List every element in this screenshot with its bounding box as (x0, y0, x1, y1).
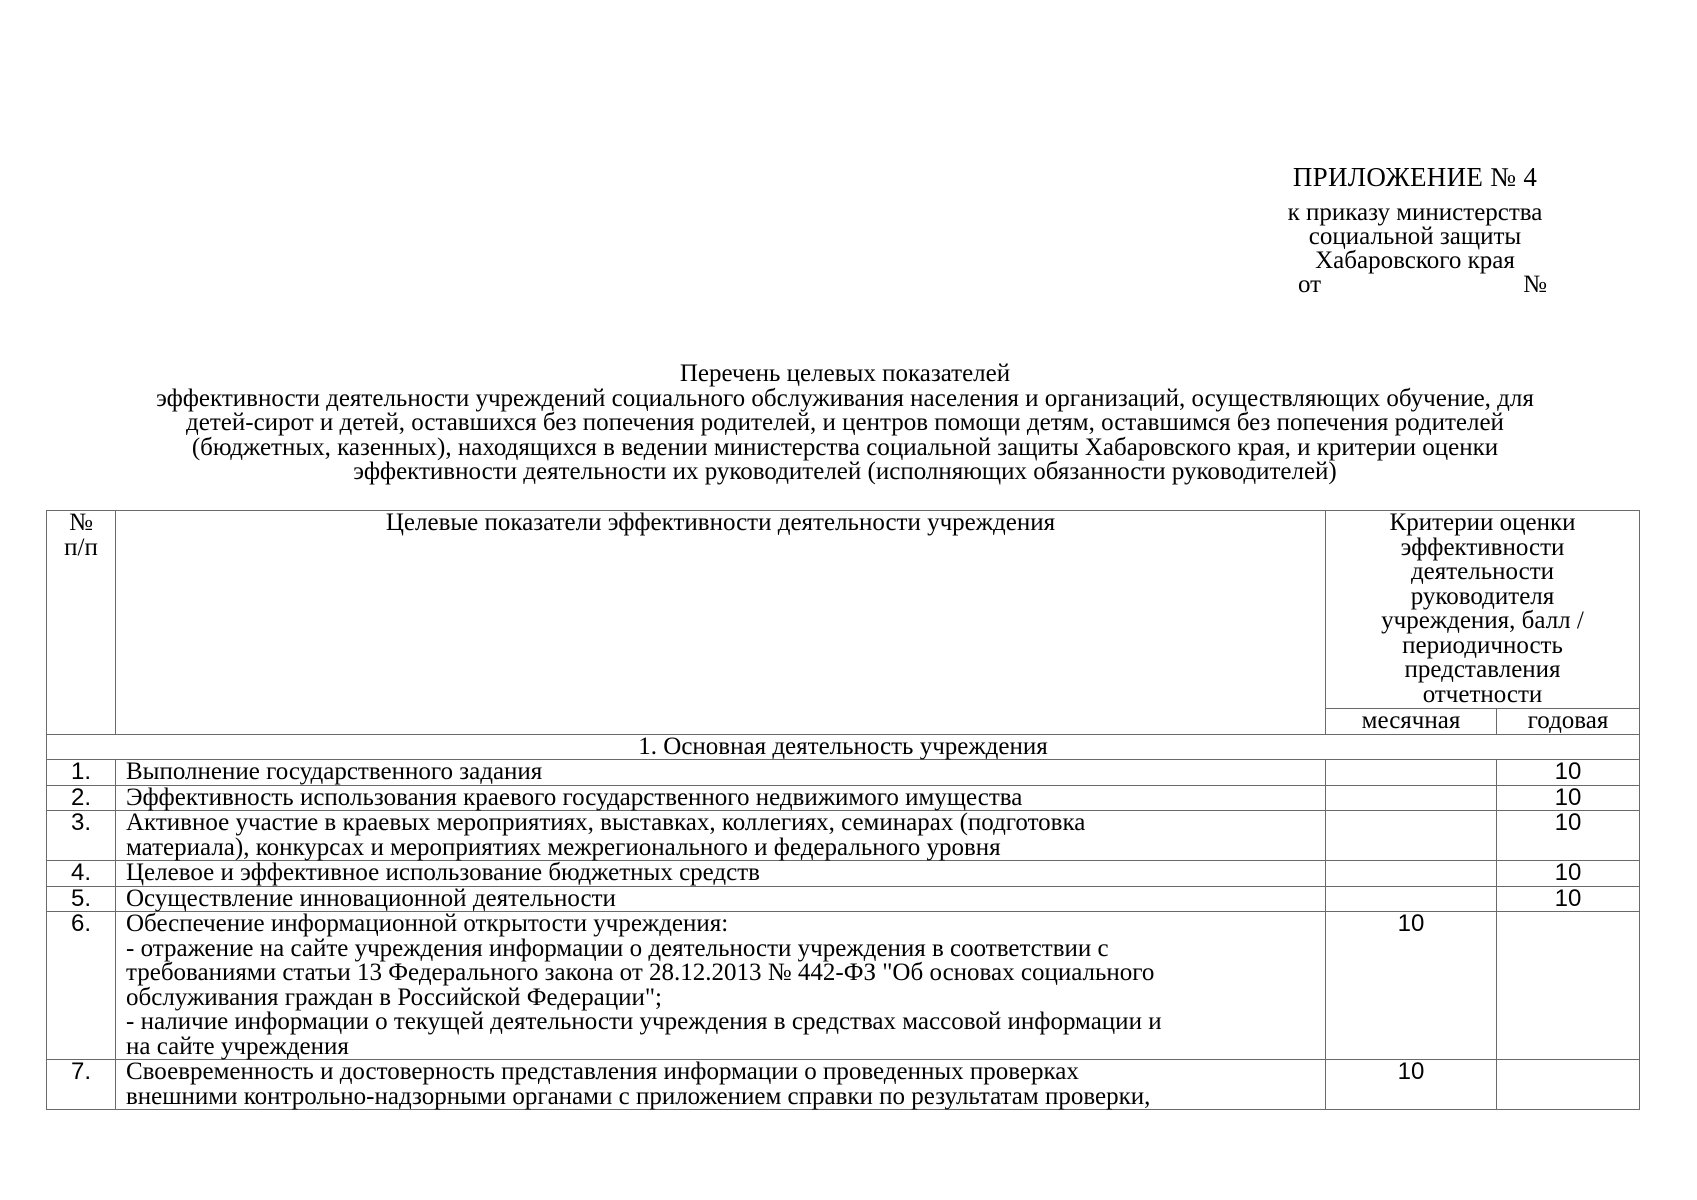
row-indicator-line: - отражение на сайте учреждения информации о деятельности учреждения в соответствии с (126, 934, 1109, 962)
row-monthly-score (1326, 760, 1497, 786)
row-yearly-score (1497, 1060, 1640, 1110)
row-monthly-score (1326, 811, 1497, 861)
row-indicator-line: Выполнение государственного задания (126, 758, 543, 785)
row-monthly-score (1326, 861, 1497, 887)
row-indicator (116, 811, 1326, 861)
row-yearly-score: 10 (1497, 886, 1640, 912)
criteria-line: Критерии оценки (1389, 509, 1576, 536)
table-header-row (47, 511, 1640, 709)
row-indicator-line: - наличие информации о текущей деятельности учреждения в средствах массовой информации и (126, 1008, 1162, 1035)
table-row (47, 811, 1640, 861)
heading-line-5: эффективности деятельности их руководителей (исполняющих обязанности руководителей) (353, 458, 1337, 485)
row-indicator (116, 861, 1326, 887)
row-monthly-score: 10 (1326, 1060, 1497, 1110)
row-indicator-line: материала), конкурсах и мероприятиях межрегионального и федерального уровня (126, 833, 1001, 861)
row-monthly-score (1326, 886, 1497, 912)
section-row (47, 734, 1640, 760)
row-indicator-line: Эффективность использования краевого государственного недвижимого имущества (126, 783, 1023, 811)
table-row (47, 861, 1640, 887)
row-indicator-line: Осуществление инновационной деятельности (126, 884, 616, 912)
row-indicator-line: на сайте учреждения (126, 1032, 349, 1060)
table-row (47, 1060, 1640, 1110)
row-indicator (116, 912, 1326, 1060)
row-indicator-line: требованиями статьи 13 Федерального закона от 28.12.2013 № 442-ФЗ "Об основах социального (126, 959, 1155, 986)
row-indicator-line: Своевременность и достоверность представления информации о проведенных проверках (126, 1058, 1079, 1085)
row-indicator (116, 785, 1326, 811)
heading-line-3: детей-сирот и детей, оставшихся без попечения родителей, и центров помощи детям, оставшимся без попечения родителей (186, 409, 1504, 436)
row-yearly-score: 10 (1497, 811, 1640, 861)
header-num: № п/п (47, 511, 116, 735)
row-indicator-line: Активное участие в краевых мероприятиях, выставках, коллегиях, семинарах (подготовка (126, 809, 1086, 836)
appendix-no: № (1523, 271, 1547, 298)
criteria-line: периодичность (1402, 631, 1563, 659)
table-row (47, 912, 1640, 1060)
row-indicator-line: Целевое и эффективное использование бюджетных средств (126, 859, 760, 886)
row-monthly-score: 10 (1326, 912, 1497, 1060)
appendix-ot: от (1298, 271, 1322, 298)
table-row (47, 785, 1640, 811)
row-number: 2. (47, 785, 116, 811)
appendix-date-number (1265, 273, 1565, 297)
row-indicator (116, 760, 1326, 786)
section-title: 1. Основная деятельность учреждения (47, 734, 1640, 760)
row-indicator-line: внешними контрольно-надзорными органами с приложением справки по результатам проверки, (126, 1082, 1151, 1110)
row-monthly-score (1326, 785, 1497, 811)
appendix-line-3: Хабаровского края (1315, 247, 1515, 274)
row-number: 6. (47, 912, 116, 1060)
header-monthly: месячная (1326, 709, 1497, 735)
row-indicator-line: обслуживания граждан в Российской Федерации"; (126, 983, 662, 1011)
row-indicator-line: Обеспечение информационной открытости учреждения: (126, 910, 729, 937)
row-number: 3. (47, 811, 116, 861)
appendix-line-2: социальной защиты (1308, 223, 1522, 250)
criteria-line: отчетности (1422, 680, 1543, 708)
row-yearly-score: 10 (1497, 861, 1640, 887)
heading-line-2: эффективности деятельности учреждений социального обслуживания населения и организаций, осуществляющих обучение, для (156, 384, 1534, 412)
criteria-line: учреждения, балл / (1381, 607, 1584, 634)
row-number: 7. (47, 1060, 116, 1110)
header-criteria (1326, 511, 1640, 709)
appendix-line-1: к приказу министерства (1287, 199, 1543, 226)
criteria-line: эффективности (1400, 533, 1565, 561)
criteria-line: руководителя (1410, 582, 1555, 610)
header-indicators: Целевые показатели эффективности деятельности учреждения (116, 511, 1326, 735)
header-yearly: годовая (1497, 709, 1640, 735)
row-yearly-score: 10 (1497, 760, 1640, 786)
indicators-table (46, 510, 1640, 1110)
row-indicator (116, 1060, 1326, 1110)
row-indicator (116, 886, 1326, 912)
heading-line-4: (бюджетных, казенных), находящихся в ведении министерства социальной защиты Хабаровского края, и критерии оценки (191, 433, 1499, 461)
criteria-line: деятельности (1410, 558, 1555, 585)
table-row (47, 886, 1640, 912)
table-row (47, 760, 1640, 786)
appendix-title: ПРИЛОЖЕНИЕ № 4 (1292, 162, 1538, 192)
criteria-line: представления (1404, 656, 1561, 683)
row-yearly-score (1497, 912, 1640, 1060)
row-number: 5. (47, 886, 116, 912)
row-yearly-score: 10 (1497, 785, 1640, 811)
row-number: 4. (47, 861, 116, 887)
document-heading (40, 362, 1650, 485)
row-number: 1. (47, 760, 116, 786)
appendix-block (1265, 162, 1565, 298)
heading-line-1: Перечень целевых показателей (679, 360, 1011, 387)
